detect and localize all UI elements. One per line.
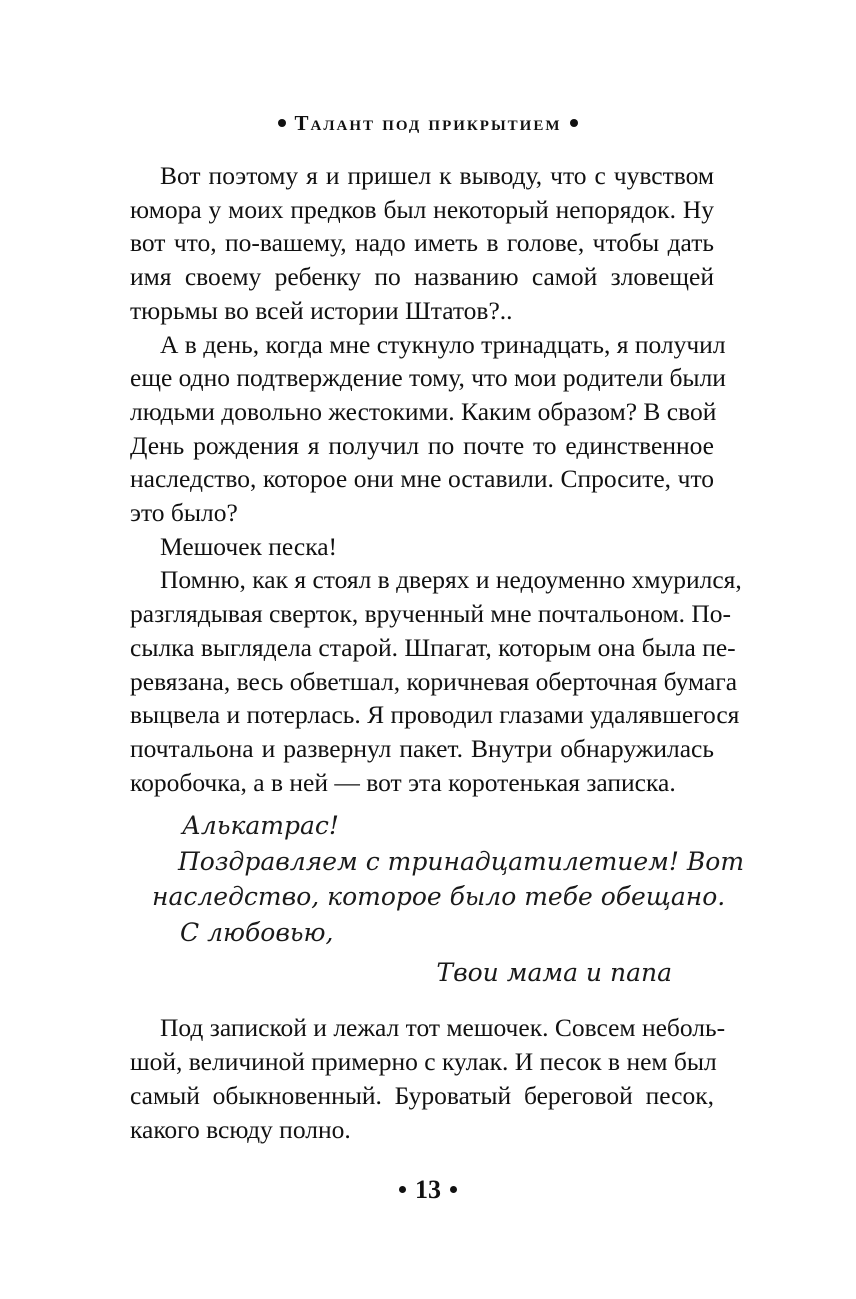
note-line-1: Поздравляем с тринадцатилетием! Вот (178, 846, 745, 876)
text-line: еще одно подтверждение тому, что мои родители были (130, 363, 726, 393)
note-greeting: Алькатрас! (182, 811, 339, 840)
main-text-continued (100, 1011, 726, 1147)
text-line: наследство, которое они мне оставили. Спросите, что (130, 464, 714, 494)
paragraph-1 (100, 159, 714, 328)
running-title: Талант под прикрытием (294, 111, 562, 135)
text-line: выцвела и потерлась. Я проводил глазами удалявшегося (130, 700, 740, 730)
text-line: самый обыкновенный. Буроватый береговой песок, (130, 1081, 714, 1110)
text-line: коробочка, а в ней — вот эта коротенькая записка. (130, 767, 676, 797)
text-line: А в день, когда мне стукнуло тринадцать, я получил (160, 329, 726, 359)
text-line: сылка выглядела старой. Шпагат, которым она была пе- (130, 632, 736, 662)
ornament-dot-right (570, 119, 578, 127)
handwritten-note (150, 808, 745, 991)
text-line: тюрьмы во всей истории Штатов?.. (130, 295, 513, 325)
text-line: Мешочек песка! (160, 531, 338, 561)
paragraph-4 (100, 563, 742, 799)
text-line: ревязана, весь обветшал, коричневая оберточная бумага (130, 666, 738, 696)
paragraph-2 (100, 328, 726, 530)
note-signature: Твои мама и папа (436, 958, 672, 987)
text-line: разглядывая сверток, врученный мне почтальоном. По- (130, 599, 732, 629)
running-head (0, 110, 856, 136)
ornament-dot-left (278, 119, 286, 127)
page-number-footer (0, 1174, 856, 1206)
text-line: вот что, по-вашему, надо иметь в голове, чтобы дать (130, 228, 714, 258)
text-line: Помню, как я стоял в дверях и недоуменно хмурился, (160, 565, 742, 595)
ornament-dot-right (450, 1186, 457, 1193)
text-line: юмора у моих предков был некоторый непорядок. Ну (130, 194, 714, 224)
text-line: это было? (130, 498, 238, 528)
main-text (100, 159, 742, 799)
text-line: Под запиской и лежал тот мешочек. Совсем неболь- (160, 1013, 726, 1042)
text-line: имя своему ребенку по названию самой зловещей (130, 262, 714, 292)
text-line: какого всюду полно. (130, 1115, 351, 1144)
text-line: почтальона и развернул пакет. Внутри обнаружилась (130, 733, 714, 763)
text-line: Вот поэтому я и пришел к выводу, что с чувством (160, 161, 714, 190)
text-line: День рождения я получил по почте то единственное (130, 430, 714, 460)
note-closing: С любовью, (180, 917, 334, 947)
text-line: людьми довольно жестокими. Каким образом? В свой (130, 396, 717, 426)
page-number: 13 (415, 1175, 441, 1204)
paragraph-3 (100, 530, 714, 564)
text-line: шой, величиной примерно с кулак. И песок в нем был (130, 1047, 717, 1076)
ornament-dot-left (399, 1186, 406, 1193)
paragraph-5 (100, 1011, 726, 1147)
note-line-2: наследство, которое было тебе обещано. (152, 882, 726, 911)
